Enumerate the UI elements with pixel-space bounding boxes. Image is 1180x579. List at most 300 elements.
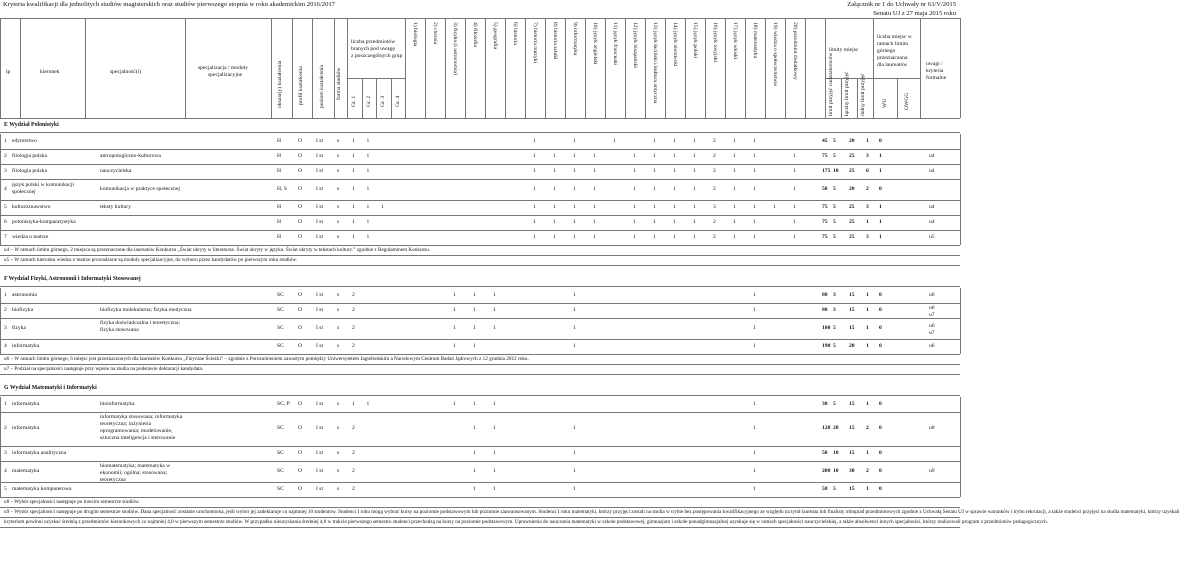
row-group-count: 2 <box>352 467 355 474</box>
row-kierunek: biofizyka <box>12 306 34 313</box>
table-rule <box>445 18 446 118</box>
table-rule <box>292 18 293 118</box>
row-subject-mark: 2 <box>713 152 716 159</box>
table-rule <box>525 18 526 118</box>
row-subject-mark: 1 <box>573 324 576 331</box>
row-group-count: 2 <box>352 449 355 456</box>
table-rule <box>805 18 806 118</box>
row-subject-mark: 1 <box>593 152 596 159</box>
row-uwagi: u8 <box>929 425 935 431</box>
row-limit: 75 <box>822 203 828 210</box>
row-limit: 2 <box>866 185 869 192</box>
table-rule <box>565 18 566 118</box>
header-specjalizacja: specjalizacja / moduły <box>198 65 249 71</box>
table-rule <box>85 18 86 118</box>
row-obszar: SC <box>277 485 284 492</box>
table-rule <box>705 18 706 118</box>
header-group-2: Gr. 2 <box>365 95 372 107</box>
header-profil: profil kształcenia <box>298 66 304 105</box>
row-profil: O <box>298 185 303 192</box>
row-specjalnosc: antropologiczno-kulturowa <box>100 152 161 159</box>
table-rule <box>0 149 960 150</box>
row-specjalnosc: fizyka doświadczalna i teoretyczna; fizyka stosowana <box>100 320 180 333</box>
table-rule <box>585 18 586 118</box>
header-subject: 8) historia sztuki <box>552 22 558 60</box>
row-subject-mark: 1 <box>493 306 496 313</box>
table-rule <box>685 18 686 118</box>
header-subject: 16) język rosyjski <box>712 22 718 63</box>
row-lp: 4 <box>4 342 7 349</box>
table-rule <box>960 134 961 245</box>
row-forma: s <box>337 167 340 174</box>
row-subject-mark: 1 <box>453 324 456 331</box>
row-obszar: H, S <box>277 185 287 192</box>
row-subject-mark: 1 <box>793 185 796 192</box>
row-kierunek: informatyka <box>12 400 40 407</box>
row-forma: s <box>337 218 340 225</box>
row-subject-mark: 1 <box>693 203 696 210</box>
row-specjalnosc: informatyka stosowana; informatyka teoretyczna; inżynieria oprogramowania; modelowanie, sztuczna inteligencja i sterowanie <box>100 414 183 441</box>
row-limit: 1 <box>866 449 869 456</box>
table-rule <box>960 18 961 118</box>
row-subject-mark: 1 <box>473 425 476 431</box>
row-limit: 30 <box>849 467 855 474</box>
table-rule <box>0 230 960 231</box>
row-subject-mark: 1 <box>573 342 576 349</box>
header-subject: 11) język francuski <box>612 22 618 65</box>
row-subject-mark: 1 <box>573 218 576 225</box>
row-lp: 1 <box>4 291 7 298</box>
row-forma: s <box>337 185 340 192</box>
table-rule <box>0 245 960 246</box>
row-profil: O <box>298 137 303 144</box>
row-limit: 10 <box>833 167 839 174</box>
header-obszar: obszar(y) kształcenia <box>277 60 283 108</box>
header-subject: 13) język łaciński i kultura antyczna <box>652 22 658 104</box>
row-kierunek: fizyka <box>12 324 26 331</box>
row-subject-mark: 1 <box>493 291 496 298</box>
row-subject-mark: 1 <box>613 137 616 144</box>
table-rule <box>405 18 406 118</box>
row-kierunek: matematyka komputerowa <box>12 485 72 492</box>
row-subject-mark: 1 <box>673 185 676 192</box>
row-subject-mark: 1 <box>573 203 576 210</box>
table-rule <box>0 265 960 266</box>
row-subject-mark: 1 <box>593 203 596 210</box>
row-group-count: 1 <box>352 185 355 192</box>
row-limit: 1 <box>866 218 869 225</box>
row-limit: 0 <box>879 400 882 407</box>
header-groups-caption: branych pod uwagę <box>351 46 395 52</box>
header-subject: 19) wiedza o społeczeństwie <box>772 22 778 87</box>
table-rule <box>960 288 961 354</box>
row-limit: 30 <box>822 400 828 407</box>
row-lp: 7 <box>4 233 7 240</box>
row-limit: 5 <box>833 218 836 225</box>
header-subject: 17) język włoski <box>732 22 738 60</box>
header-limit-laczny: łączny limit przyjęć <box>844 71 850 116</box>
header-specjalnosc: specjalność(i) <box>110 69 142 75</box>
row-obszar: H <box>277 233 282 240</box>
row-limit: 20 <box>849 137 855 144</box>
row-limit: 0 <box>879 137 882 144</box>
row-limit: 5 <box>833 137 836 144</box>
row-subject-mark: 1 <box>753 449 756 456</box>
row-subject-mark: 1 <box>753 167 756 174</box>
row-specjalnosc: biomatematyka; matematyka w ekonomii; ogólna; stosowana; teoretyczna <box>100 463 171 483</box>
row-limit: 15 <box>849 400 855 407</box>
row-limit: 0 <box>879 485 882 492</box>
header-uwagi: formalne <box>926 75 947 81</box>
row-specjalnosc: nauczycielska <box>100 167 132 174</box>
row-subject-mark: 3 <box>713 203 716 210</box>
row-obszar: H <box>277 137 282 144</box>
header-subject: 2) chemia <box>432 22 438 45</box>
table-rule <box>0 527 960 528</box>
row-limit: 80 <box>822 291 828 298</box>
row-obszar: H <box>277 167 282 174</box>
row-subject-mark: 1 <box>693 233 696 240</box>
senate-label: Senatu UJ z 27 maja 2015 roku <box>873 10 956 17</box>
row-lp: 5 <box>4 485 7 492</box>
row-poziom: I st <box>316 449 323 456</box>
table-rule <box>0 18 1 118</box>
row-subject-mark: 1 <box>573 233 576 240</box>
row-forma: s <box>337 324 340 331</box>
row-subject-mark: 1 <box>753 342 756 349</box>
row-kierunek: filologia polska <box>12 167 47 174</box>
row-uwagi: u4 <box>929 152 935 159</box>
row-subject-mark: 1 <box>733 152 736 159</box>
row-subject-mark: 1 <box>573 306 576 313</box>
table-rule <box>362 78 363 118</box>
row-limit: 1 <box>866 400 869 407</box>
table-rule <box>0 164 960 165</box>
row-limit: 190 <box>822 342 831 349</box>
row-obszar: SC <box>277 306 284 313</box>
table-rule <box>745 18 746 118</box>
row-subject-mark: 1 <box>653 203 656 210</box>
row-subject-mark: 2 <box>713 185 716 192</box>
table-rule <box>0 482 960 483</box>
row-obszar: H <box>277 152 282 159</box>
row-profil: O <box>298 218 303 225</box>
row-subject-mark: 1 <box>733 233 736 240</box>
row-subject-mark: 1 <box>693 185 696 192</box>
section-note: u4 – W ramach limitu górnego, 2 miejsca są przeznaczone dla laureatów Konkursu „Świat ukryty w literaturze. Świat ukryty w języku. Świat ukryty w tekstach kultury.” zgodnie z Regulaminem Konkursu. <box>4 247 431 253</box>
row-subject-mark: 1 <box>493 449 496 456</box>
row-subject-mark: 1 <box>533 137 536 144</box>
row-subject-mark: 1 <box>453 400 456 407</box>
row-limit: 3 <box>866 203 869 210</box>
row-obszar: H <box>277 203 282 210</box>
row-subject-mark: 1 <box>653 167 656 174</box>
table-rule <box>645 18 646 118</box>
row-group-count: 1 <box>352 203 355 210</box>
row-group-count: 1 <box>352 152 355 159</box>
row-lp: 4 <box>4 185 7 192</box>
row-subject-mark: 1 <box>753 400 756 407</box>
row-forma: s <box>337 400 340 407</box>
row-forma: s <box>337 449 340 456</box>
row-limit: 1 <box>879 167 882 174</box>
row-limit: 15 <box>849 425 855 431</box>
row-lp: 2 <box>4 306 7 313</box>
table-rule <box>857 78 858 118</box>
row-forma: s <box>337 342 340 349</box>
header-group-3: Gr. 3 <box>380 95 386 107</box>
row-poziom: I st <box>316 324 323 331</box>
row-group-count: 1 <box>366 400 370 407</box>
table-rule <box>897 78 898 118</box>
row-profil: O <box>298 233 303 240</box>
row-limit: 20 <box>833 425 839 431</box>
row-poziom: I st <box>316 342 323 349</box>
row-limit: 0 <box>879 342 882 349</box>
table-rule <box>873 78 920 79</box>
row-poziom: I st <box>316 291 323 298</box>
row-group-count: 2 <box>352 306 355 313</box>
table-rule <box>0 18 960 19</box>
header-laureaci: dla laureatów <box>877 62 908 68</box>
row-subject-mark: 1 <box>473 306 476 313</box>
row-subject-mark: 1 <box>533 152 536 159</box>
row-obszar: H <box>277 218 282 225</box>
row-limit: 20 <box>849 185 855 192</box>
row-poziom: I st <box>316 400 323 407</box>
table-rule <box>0 132 960 133</box>
table-rule <box>920 18 921 118</box>
row-obszar: SC <box>277 467 284 474</box>
section-note: u8 – Wybór specjalności następuje po trzecim semestrze studiów. <box>4 499 140 505</box>
row-uwagi: u6 <box>929 291 935 298</box>
row-subject-mark: 1 <box>673 203 676 210</box>
row-lp: 3 <box>4 324 7 331</box>
row-group-count: 2 <box>352 324 355 331</box>
row-subject-mark: 1 <box>693 218 696 225</box>
row-subject-mark: 1 <box>793 218 796 225</box>
row-limit: 15 <box>849 324 855 331</box>
row-obszar: SC <box>277 324 284 331</box>
row-subject-mark: 1 <box>793 167 796 174</box>
row-limit: 75 <box>822 233 828 240</box>
row-subject-mark: 1 <box>533 203 536 210</box>
row-subject-mark: 1 <box>633 203 636 210</box>
row-subject-mark: 1 <box>673 167 676 174</box>
table-rule <box>873 18 874 118</box>
table-rule <box>0 446 960 447</box>
row-specjalnosc: komunikacja w praktyce społecznej <box>100 185 180 192</box>
row-subject-mark: 1 <box>473 291 476 298</box>
row-limit: 10 <box>833 467 839 474</box>
row-subject-mark: 1 <box>473 400 476 407</box>
row-group-count: 1 <box>352 167 355 174</box>
row-group-count: 1 <box>352 137 355 144</box>
row-subject-mark: 1 <box>753 218 756 225</box>
row-subject-mark: 1 <box>493 485 496 492</box>
row-subject-mark: 1 <box>593 185 596 192</box>
row-subject-mark: 1 <box>593 233 596 240</box>
table-rule <box>841 78 842 118</box>
row-subject-mark: 1 <box>553 218 556 225</box>
table-rule <box>0 517 960 518</box>
row-subject-mark: 1 <box>733 185 736 192</box>
row-lp: 2 <box>4 425 7 431</box>
row-subject-mark: 1 <box>493 400 496 407</box>
row-subject-mark: 1 <box>693 137 696 144</box>
row-poziom: I st <box>316 203 323 210</box>
row-subject-mark: 1 <box>753 467 756 474</box>
table-rule <box>334 18 335 118</box>
header-groups-caption: z poszczególnych grup <box>351 53 403 59</box>
row-subject-mark: 2 <box>713 218 716 225</box>
row-uwagi: u6 u7 <box>929 304 935 318</box>
row-obszar: SC <box>277 425 284 431</box>
row-subject-mark: 1 <box>553 233 556 240</box>
row-limit: 25 <box>849 167 855 174</box>
table-rule <box>0 288 1 354</box>
row-limit: 25 <box>849 218 855 225</box>
row-subject-mark: 1 <box>753 425 756 431</box>
row-kierunek: polonistyka-komparatystyka <box>12 218 76 225</box>
row-limit: 0 <box>879 467 882 474</box>
row-lp: 6 <box>4 218 7 225</box>
header-laureaci: przeznaczona <box>877 55 908 61</box>
row-limit: 0 <box>879 306 882 313</box>
row-subject-mark: 1 <box>793 233 796 240</box>
table-rule <box>465 18 466 118</box>
row-subject-mark: 1 <box>633 218 636 225</box>
row-limit: 200 <box>822 467 831 474</box>
table-rule <box>185 18 186 118</box>
row-profil: O <box>298 467 303 474</box>
row-limit: 5 <box>833 233 836 240</box>
row-profil: O <box>298 449 303 456</box>
header-ogol: OWGG <box>904 92 910 110</box>
table-rule <box>0 412 960 413</box>
header-subject: 9) informatyka <box>572 22 578 56</box>
row-subject-mark: 1 <box>573 167 576 174</box>
row-subject-mark: 1 <box>753 306 756 313</box>
row-subject-mark: 1 <box>533 233 536 240</box>
row-limit: 15 <box>849 449 855 456</box>
table-rule <box>785 18 786 118</box>
row-subject-mark: 1 <box>553 203 556 210</box>
row-kierunek: wiedza o teatrze <box>12 233 49 240</box>
row-forma: s <box>337 485 340 492</box>
row-limit: 15 <box>849 306 855 313</box>
table-rule <box>625 18 626 118</box>
header-subject: 14) język niemiecki <box>672 22 678 67</box>
table-rule <box>0 303 960 304</box>
row-forma: s <box>337 306 340 313</box>
row-poziom: I st <box>316 485 323 492</box>
header-limity: limity miejsc <box>829 47 859 53</box>
row-group-count: 2 <box>352 425 355 431</box>
row-subject-mark: 1 <box>493 324 496 331</box>
header-subject: 4) filozofia <box>472 22 478 48</box>
row-group-count: 1 <box>366 185 370 192</box>
table-rule <box>271 18 272 118</box>
row-limit: 6 <box>866 167 869 174</box>
row-kierunek: edytorstwo <box>12 137 37 144</box>
row-subject-mark: 1 <box>573 185 576 192</box>
table-rule <box>605 18 606 118</box>
row-profil: O <box>298 425 303 431</box>
table-rule <box>0 215 960 216</box>
row-specjalnosc: biofizyka molekularna; fizyka medyczna <box>100 306 192 313</box>
row-poziom: I st <box>316 425 323 431</box>
header-subject: 6) historia <box>512 22 518 45</box>
header-laureaci: liczba miejsc w <box>877 34 912 40</box>
header-subject: 5) geografia <box>492 22 498 50</box>
table-rule <box>0 395 960 396</box>
row-group-count: 1 <box>366 167 370 174</box>
row-uwagi: u4 <box>929 203 935 210</box>
row-subject-mark: 1 <box>673 233 676 240</box>
row-subject-mark: 1 <box>653 233 656 240</box>
row-subject-mark: 1 <box>553 152 556 159</box>
header-subject: 15) język polski <box>692 22 698 59</box>
header-forma: forma studiów <box>336 67 342 100</box>
row-subject-mark: 1 <box>573 467 576 474</box>
row-group-count: 1 <box>381 203 384 210</box>
table-rule <box>0 200 960 201</box>
table-rule <box>0 374 960 375</box>
row-subject-mark: 1 <box>553 185 556 192</box>
row-subject-mark: 1 <box>533 167 536 174</box>
row-limit: 25 <box>849 152 855 159</box>
row-uwagi: u5 <box>929 233 935 240</box>
row-uwagi: u6 <box>929 342 935 349</box>
row-subject-mark: 1 <box>473 467 476 474</box>
row-limit: 0 <box>879 324 882 331</box>
row-limit: 75 <box>822 218 828 225</box>
section-heading: G Wydział Matematyki i Informatyki <box>4 385 97 391</box>
header-laureaci: ramach limitu <box>877 41 909 47</box>
row-limit: 5 <box>833 203 836 210</box>
row-limit: 25 <box>849 203 855 210</box>
table-rule <box>765 18 766 118</box>
row-subject-mark: 1 <box>633 233 636 240</box>
table-rule <box>0 286 960 287</box>
table-rule <box>0 118 960 119</box>
row-subject-mark: 1 <box>573 137 576 144</box>
row-kierunek: matematyka <box>12 467 40 474</box>
table-rule <box>725 18 726 118</box>
header-specjalizacja-2: specjalizacyjne <box>208 72 243 78</box>
row-uwagi: u6 u7 <box>929 322 935 336</box>
row-limit: 20 <box>849 342 855 349</box>
row-obszar: SC <box>277 291 284 298</box>
header-wu: WU <box>882 98 888 108</box>
row-subject-mark: 1 <box>793 152 796 159</box>
document-title: Kryteria kwalifikacji dla jednolitych studiów magisterskich oraz studiów pierwszego stopnia w roku akademickim 2016/2017 <box>3 1 335 8</box>
row-group-count: 1 <box>352 233 355 240</box>
row-subject-mark: 1 <box>573 449 576 456</box>
header-subject: 18) matematyka <box>752 22 758 59</box>
header-group-1: Gr. 1 <box>351 95 357 107</box>
header-subject: 1) biologia <box>412 22 418 47</box>
row-lp: 3 <box>4 167 7 174</box>
row-limit: 50 <box>822 485 828 492</box>
row-subject-mark: 1 <box>733 218 736 225</box>
row-subject-mark: 1 <box>493 425 496 431</box>
row-obszar: SC, P <box>277 400 290 407</box>
row-limit: 0 <box>879 291 882 298</box>
row-limit: 1 <box>866 324 869 331</box>
header-limit-dolny: dolny limit przyjęć <box>860 73 866 116</box>
